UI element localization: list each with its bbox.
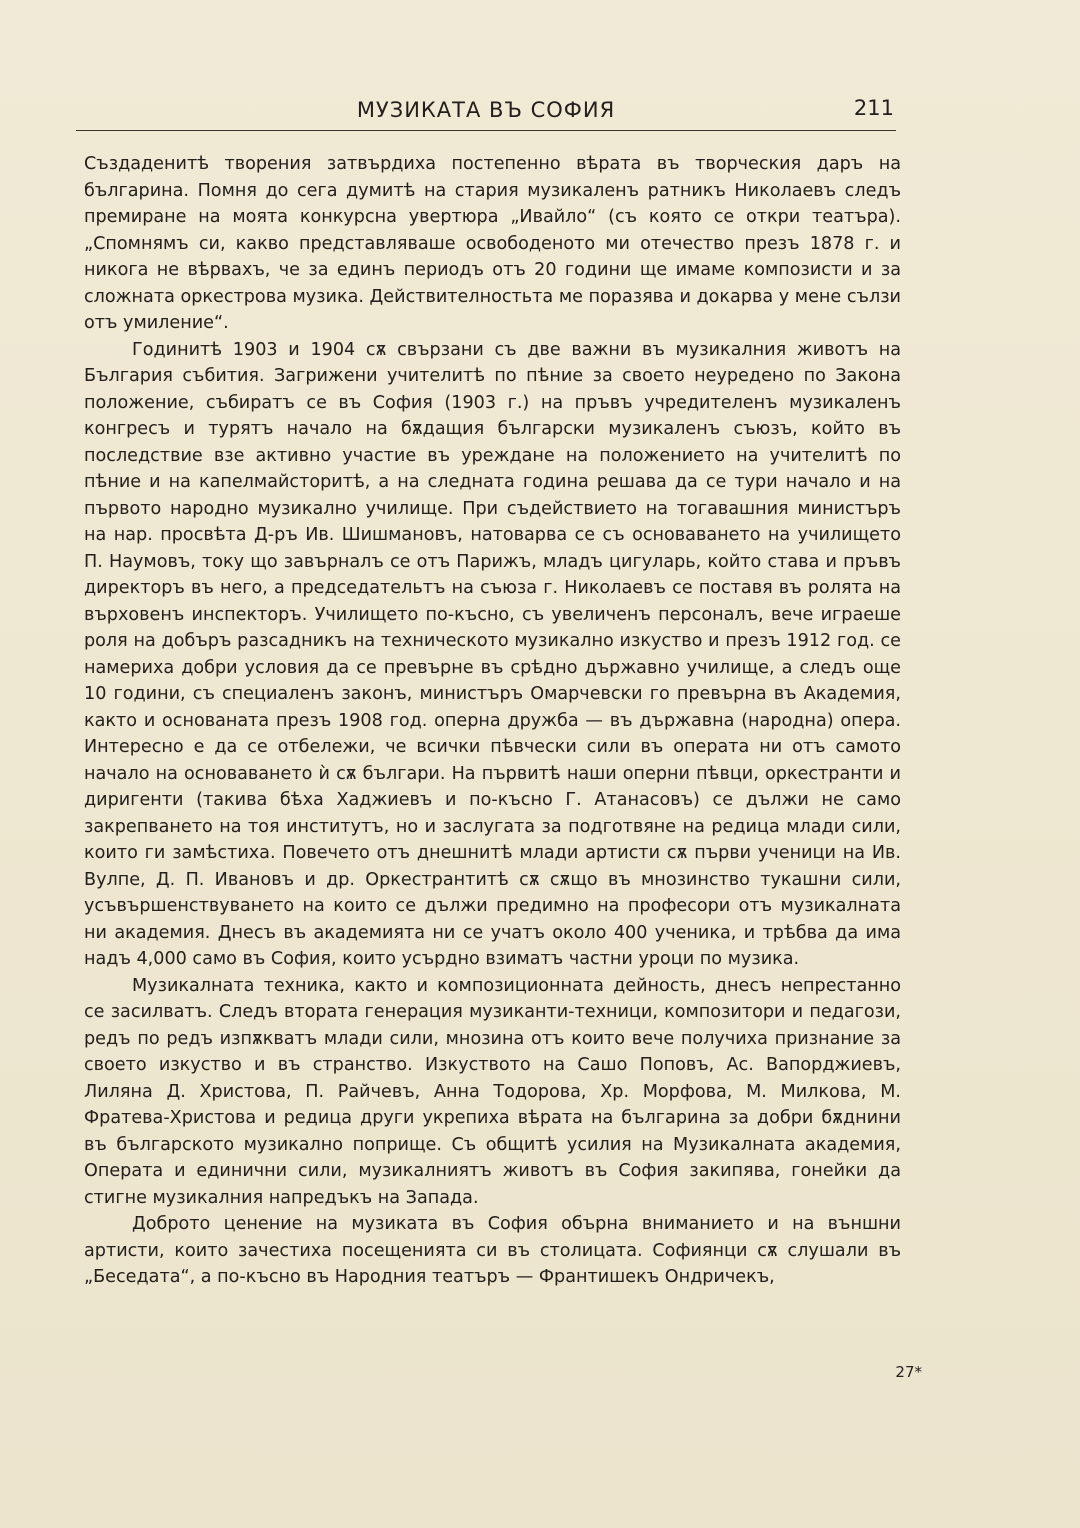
- paragraph: Музикалната техника, както и композиционната дейность, днесъ непрестанно се засилватъ. Следъ втората генерация музиканти-техници, композитори и педагози, редъ по редъ изпѫкватъ млади сили, мнозина отъ които вече получиха признание за своето изкуство и въ странство. Изкуството на Сашо Поповъ, Ас. Вапорджиевъ, Лиляна Д. Христова, П. Райчевъ, Анна Тодорова, Хр. Морфова, М. Милкова, М. Фратева-Христова и редица други укрепиха вѣрата на българина за добри бѫднини въ българското музикално поприще. Съ общитѣ усилия на Музикалната академия, Операта и единични сили, музикалниятъ животъ въ София закипява, гонейки да стигне музикалния напредъкъ на Запада.: [84, 975, 901, 1208]
- paragraph: Годинитѣ 1903 и 1904 сѫ свързани съ две важни въ музикалния животъ на България събития. Загрижени учителитѣ по пѣние за своето неуредено по Закона положение, събиратъ се въ София (1903 г.) на пръвъ учредителенъ музикаленъ конгресъ и турятъ начало на бѫдащия български музикаленъ съюзъ, който въ последствие взе активно участие въ уреждане на положението на учителитѣ по пѣние и на капелмайсторитѣ, а на следната година решава да се тури начало и на първото народно музикално училище. При съдействието на тогавашния министъръ на нар. просвѣта Д-ръ Ив. Шишмановъ, натоварва се съ основаването на училището П. Наумовъ, току що завърналъ се отъ Парижъ, младъ цигуларь, който става и пръвъ директоръ въ него, а председательтъ на съюза г. Николаевъ се поставя въ ролята на върховенъ инспекторъ. Училището по-късно, съ увеличенъ персоналъ, вече играеше роля на добъръ разсадникъ на техническото музикално изкуство и презъ 1912 год. се намериха добри условия да се превърне въ срѣдно държавно училище, а следъ още 10 години, съ специаленъ законъ, министъръ Омарчевски го превърна въ Академия, както и основаната презъ 1908 год. оперна дружба — въ държавна (народна) опера. Интересно е да се отбележи, че всички пѣвчески сили въ операта ни отъ самото начало на основаването ѝ сѫ българи. На първитѣ наши оперни пѣвци, оркестранти и диригенти (такива бѣха Хаджиевъ и по-късно Г. Атанасовъ) се дължи не само закрепването на тоя институтъ, но и заслугата за подготвяне на редица млади сили, които ги замѣстиха. Повечето отъ днешнитѣ млади артисти сѫ първи ученици на Ив. Вулпе, Д. П. Ивановъ и др. Оркестрантитѣ сѫ сѫщо въ мнозинство тукашни сили, усъвършенствуването на които се дължи предимно на професори отъ музикалната ни академия. Днесъ въ академията ни се учатъ около 400 ученика, и трѣбва да има надъ 4,000 само въ София, които усърдно взиматъ частни уроци по музика.: [84, 339, 901, 969]
- paragraph: Създаденитѣ творения затвърдиха постепенно вѣрата въ творческия даръ на българина. Помня до сега думитѣ на стария музикаленъ ратникъ Николаевъ следъ премиране на моята конкурсна увертюра „Ивайло“ (съ която се откри театъра). „Спомнямъ си, какво представляваше освободеното ми отечество презъ 1878 г. и никога не вѣрвахъ, че за единъ периодъ отъ 20 години ще имаме композисти и за сложната оркестрова музика. Действителностьта ме поразява и докарва у мене сълзи отъ умиление“.: [84, 154, 901, 333]
- body-text: [84, 151, 901, 1291]
- page-header: [76, 94, 896, 131]
- paragraph: Доброто ценение на музиката въ София обърна вниманието и на външни артисти, които зачестиха посещенията си въ столицата. Софиянци сѫ слушали въ „Беседата“, а по-късно въ Народния театъръ — Франтишекъ Ондричекъ,: [84, 1214, 901, 1287]
- signature-mark: 27*: [895, 1363, 922, 1381]
- running-title: МУЗИКАТА ВЪ СОФИЯ: [356, 98, 616, 122]
- page-number: 211: [853, 96, 894, 120]
